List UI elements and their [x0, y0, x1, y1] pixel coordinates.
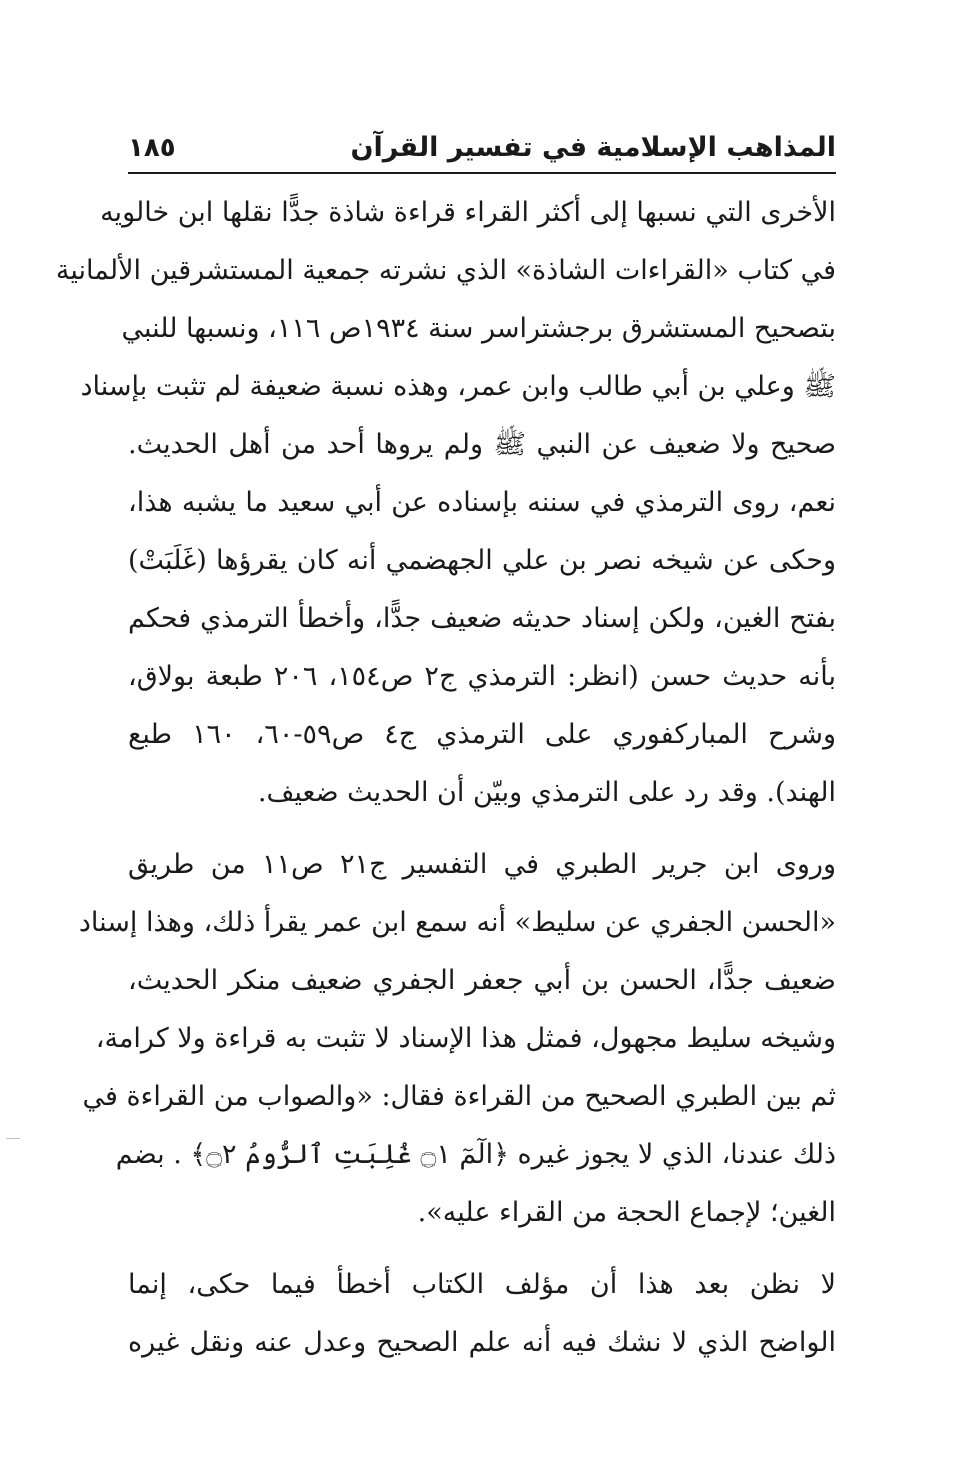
- text-line: ذلك عندنا، الذي لا يجوز غيره ﴿الٓمٓ ۝١ غُلِبَتِ ٱلرُّومُ ۝٢﴾ . بضم: [115, 1139, 836, 1170]
- text-line: بفتح الغين، ولكن إسناد حديثه ضعيف جدًّا، وأخطأ الترمذي فحكم: [128, 603, 836, 634]
- paragraph-2: [78, 836, 836, 1242]
- text-line: وشرح المباركفوري على الترمذي ج٤ ص٥٩-٦٠، ١٦٠ طبع: [128, 719, 836, 750]
- text-line: الواضح الذي لا نشك فيه أنه علم الصحيح وعدل عنه ونقل غيره: [128, 1327, 836, 1358]
- text-line: وروى ابن جرير الطبري في التفسير ج٢١ ص١١ من طريق: [128, 849, 836, 880]
- paragraph-3: [128, 1256, 836, 1372]
- paragraph-1: [55, 184, 836, 822]
- paragraph-gap: [128, 822, 836, 836]
- text-line: في كتاب «القراءات الشاذة» الذي نشرته جمعية المستشرقين الألمانية: [55, 255, 836, 286]
- text-line: الهند). وقد رد على الترمذي وبيّن أن الحديث ضعيف.: [257, 777, 836, 808]
- text-line: ثم بين الطبري الصحيح من القراءة فقال: «والصواب من القراءة في: [82, 1081, 836, 1112]
- page-header: [128, 108, 836, 174]
- running-title: المذاهب الإسلامية في تفسير القرآن: [350, 131, 836, 163]
- text-line: وحكى عن شيخه نصر بن علي الجهضمي أنه كان يقرؤها (غَلَبَتْ): [128, 545, 836, 576]
- text-line: ﷺ وعلي بن أبي طالب وابن عمر، وهذه نسبة ضعيفة لم تثبت بإسناد: [80, 371, 836, 402]
- text-line: وشيخه سليط مجهول، فمثل هذا الإسناد لا تثبت به قراءة ولا كرامة،: [95, 1023, 836, 1054]
- body-text: [55, 184, 836, 1372]
- text-line: الأخرى التي نسبها إلى أكثر القراء قراءة شاذة جدًّا نقلها ابن خالويه: [100, 197, 836, 228]
- text-line: بتصحيح المستشرق برجشتراسر سنة ١٩٣٤ص ١١٦، ونسبها للنبي: [121, 313, 836, 344]
- text-line: «الحسن الجفري عن سليط» أنه سمع ابن عمر يقرأ ذلك، وهذا إسناد: [78, 907, 836, 938]
- page-number: ١٨٥: [128, 132, 176, 163]
- text-line: ضعيف جدًّا، الحسن بن أبي جعفر الجفري ضعيف منكر الحديث،: [128, 965, 836, 996]
- text-line: بأنه حديث حسن (انظر: الترمذي ج٢ ص١٥٤، ٢٠٦ طبعة بولاق،: [128, 661, 836, 692]
- text-line: الغين؛ لإجماع الحجة من القراء عليه».: [417, 1197, 836, 1228]
- text-line: لا نظن بعد هذا أن مؤلف الكتاب أخطأ فيما حكى، إنما: [128, 1269, 836, 1300]
- text-line: نعم، روى الترمذي في سننه بإسناده عن أبي سعيد ما يشبه هذا،: [128, 487, 836, 518]
- margin-mark: [6, 1138, 20, 1139]
- text-line: صحيح ولا ضعيف عن النبي ﷺ ولم يروها أحد من أهل الحديث.: [128, 429, 836, 460]
- paragraph-gap: [128, 1242, 836, 1256]
